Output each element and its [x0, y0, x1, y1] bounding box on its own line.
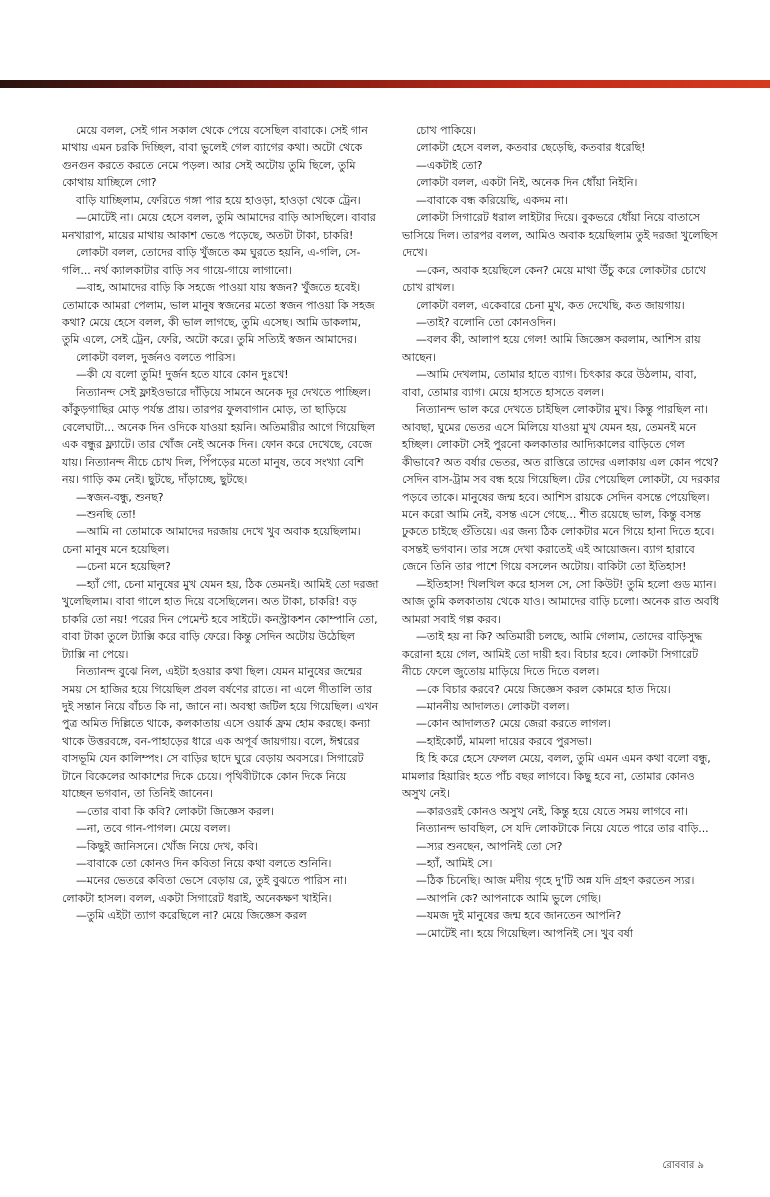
- paragraph: —স্যর শুনছেন, আপনিই তো সে?: [416, 839, 563, 853]
- paragraph: —বাবাকে তো কোনও দিন কবিতা নিয়ে কথা বলতে শুনিনি।: [76, 857, 332, 871]
- paragraph: —কে বিচার করবে? মেয়ে জিজ্ঞেস করল কোমরে হাত দিয়ে।: [416, 682, 671, 696]
- paragraph: লোকটা বলল, দুর্জনও বলতে পারিস।: [76, 350, 236, 364]
- paragraph: —একটাই তো?: [416, 158, 483, 172]
- paragraph: —স্বজন-বন্ধু, শুনছ?: [76, 490, 164, 504]
- paragraph: —আপনি কে? আপনাকে আমি ভুলে গেছি।: [416, 891, 602, 905]
- paragraph: লোকটা বলল, একেবারে চেনা মুখ, কত দেখেছি, কত জায়গায়।: [416, 298, 685, 312]
- paragraph: বাড়ি যাচ্ছিলাম, ফেরিতে গঙ্গা পার হয়ে হাওড়া, হাওড়া থেকে ট্রেন।: [76, 193, 361, 207]
- paragraph: —আমি না তোমাকে আমাদের দরজায় দেখে খুব অবাক হয়েছিলাম। চেনা মানুষ মনে হয়েছিল।: [62, 525, 361, 556]
- paragraph: লোকটা বলল, তোদের বাড়ি খুঁজতে কম ঘুরতে হয়নি, এ-গলি, সে-গলি... নর্থ ক্যালকাটার বাড়ি সব গায়ে-গায়ে লাগানো।: [62, 246, 361, 277]
- paragraph: —হ্যাঁ গো, চেনা মানুষের মুখ যেমন হয়, ঠিক তেমনই। আমিই তো দরজা খুলেছিলাম। বাবা গালে হাত দিয়ে বসেছিলেন। অত টাকা, চাকরি! বড় চাকরি তো নয়! পরের দিন পেমেন্ট হবে সাইটে। কনস্ট্রাকশন কোম্পানি তো, বাবা টাকা তুলে ট্যাক্সি করে বাড়ি ফেরে। কিন্তু সেদিন অটোয় উঠেছিল ট্যাক্সি না পেয়ে।: [62, 577, 379, 661]
- paragraph: —যমজ দুই মানুষের জন্ম হবে জানতেন আপনি?: [416, 909, 622, 923]
- paragraph: —কারওরই কোনও অসুখ নেই, কিন্তু হয়ে যেতে সময় লাগবে না।: [416, 804, 689, 818]
- paragraph: —মাননীয় আদালত। লোকটা বলল।: [416, 699, 570, 713]
- paragraph: চোখ পাকিয়ে।: [416, 124, 477, 137]
- paragraph: নিত্যানন্দ ভাবছিল, সে যদি লোকটাকে নিয়ে যেতে পারে তার বাড়ি...: [416, 822, 709, 836]
- paragraph: —না, তবে গান-পাগল। মেয়ে বলল।: [76, 822, 231, 836]
- text-column-left: [62, 122, 380, 925]
- paragraph: —তোর বাবা কি কবি? লোকটা জিজ্ঞেস করল।: [76, 804, 275, 818]
- paragraph: লোকটা বলল, একটা নিই, অনেক দিন ধোঁয়া নিইনি।: [416, 176, 638, 190]
- paragraph: লোকটা সিগারেট ধরাল লাইটার দিয়ে। বুকভরে ধোঁয়া নিয়ে বাতাসে ভাসিয়ে দিল। তারপর বলল, আমিও অবাক হয়েছিলাম তুই দরজা খুলেছিস দেখে।: [402, 211, 718, 260]
- text-column-right: [402, 122, 720, 942]
- paragraph: —হ্যাঁ, আমিই সে।: [416, 857, 493, 871]
- paragraph: লোকটা হেসে বলল, কতবার ছেড়েছি, কতবার ধরেছি!: [416, 141, 646, 155]
- paragraph: —মোটেই না। হয়ে গিয়েছিল। আপনিই সে। খুব বর্ষা: [416, 926, 633, 940]
- paragraph: —ইতিহাস! খিলখিল করে হাসল সে, সো কিউট! তুমি হলো গুড ম্যান। আজ তুমি কলকাতায় থেকে যাও। আমাদের বাড়ি চলো। অনেক রাত অবধি আমরা সবাই গল্প করব।: [402, 577, 719, 626]
- paragraph: —হাইকোর্ট, মামলা দায়ের করবে পুরসভা।: [416, 734, 592, 748]
- paragraph: —শুনছি তো!: [76, 507, 137, 521]
- paragraph: —কিছুই জানিসনে। খোঁজ নিয়ে দেখ, কবি।: [76, 839, 259, 853]
- paragraph: —কেন, অবাক হয়েছিলে কেন? মেয়ে মাথা উঁচু করে লোকটার চোখে চোখ রাখল।: [402, 263, 706, 295]
- paragraph: —তুমি এইটা ত্যাগ করেছিলে না? মেয়ে জিজ্ঞেস করল: [76, 909, 307, 923]
- paragraph: —তাই হয় না কি? অতিমারী চলছে, আমি গেলাম, তোদের বাড়িসুদ্ধ করোনা হয়ে গেল, আমিই তো দায়ী হব। বিচার হবে। লোকটা সিগারেট নীচে ফেলে জুতোয় মাড়িয়ে দিতে দিতে বলল।: [402, 630, 703, 679]
- paragraph: —মোটেই না। মেয়ে হেসে বলল, তুমি আমাদের বাড়ি আসছিলে। বাবার মনখারাপ, মায়ের মাথায় আকাশ ভেঙে পড়েছে, অতটা টাকা, চাকরি!: [62, 211, 376, 242]
- paragraph: —বাবাকে বন্ধ করিয়েছি, একদম না।: [416, 193, 568, 207]
- paragraph: —আমি দেখলাম, তোমার হাতে ব্যাগ। চিৎকার করে উঠলাম, বাবা, বাবা, তোমার ব্যাগ। মেয়ে হাসতে হাসতে বলল।: [402, 368, 697, 399]
- paragraph: —ঠিক চিনেছি। আজ মদীয় গৃহে দু'টি অন্ন যদি গ্রহণ করতেন স্যর।: [416, 874, 695, 888]
- paragraph: মেয়ে বলল, সেই গান সকাল থেকে পেয়ে বসেছিল বাবাকে। সেই গান মাথায় এমন চরকি দিচ্ছিল, বাবা ভুলেই গেল ব্যাগের কথা। অটো থেকে গুনগুন করতে করতে নেমে পড়ল। আর সেই অটোয় তুমি ছিলে, তুমি কোথায় যাচ্ছিলে গো?: [62, 124, 368, 190]
- paragraph: হি হি করে হেসে ফেলল মেয়ে, বলল, তুমি এমন এমন কথা বলো বন্ধু, মামলার হিয়ারিং হতে পাঁচ বছর লাগবে। কিছু হবে না, তোমার কোনও অসুখ নেই।: [402, 752, 711, 801]
- paragraph: —কী যে বলো তুমি! দুর্জন হতে যাবে কোন দুঃখে!: [76, 368, 289, 382]
- paragraph: —তাই? বলোনি তো কোনওদিন।: [416, 315, 557, 329]
- paragraph: নিত্যানন্দ বুঝে নিল, এইটা হওয়ার কথা ছিল। যেমন মানুষের জন্মের সময় সে হাজির হয়ে গিয়েছিল প্রবল বর্ষণের রাতে। না এলে গীতালি তার দুই সন্তান নিয়ে বাঁচত কি না, জানে না। অবস্থা জটিল হয়ে গিয়েছিল। এখন পুত্র অমিত দিল্লিতে থাকে, কলকাতায় এসে ওয়ার্ক ফ্রম হোম করছে। কন্যা থাকে উত্তরবঙ্গে, বন-পাহাড়ের ধারে এক অপূর্ব জায়গায়। বলে, ঈশ্বরের বাসভূমি যেন কালিম্পং। সে বাড়ির ছাদে ঘুরে বেড়ায় অবসরে। সিগারেট টানে বিকেলের আকাশের দিকে চেয়ে। পৃথিবীটাকে কোন দিকে নিয়ে যাচ্ছেন ভগবান, তা তিনিই জানেন।: [62, 665, 379, 801]
- page-footer-label: রোববার ৯: [662, 1160, 704, 1171]
- paragraph: নিত্যানন্দ সেই ফ্লাইওভারে দাঁড়িয়ে সামনে অনেক দূর দেখতে পাচ্ছিল। কাঁকুড়গাছির মোড় পর্যন্ত প্রায়। তারপর ফুলবাগান মোড়, তা ছাড়িয়ে বেলেঘাটা... অনেক দিন ওদিকে যাওয়া হয়নি। অতিমারীর আগে গিয়েছিল এক বন্ধুর ফ্ল্যাটে। তার খোঁজ নেই অনেক দিন। ফোন করে দেখেছে, বেজে যায়। নিত্যানন্দ নীচে চোখ দিল, পিঁপড়ের মতো মানুষ, তবে সংখ্যা বেশি নয়। গাড়ি কম নেই। ছুটছে, দাঁড়াচ্ছে, ছুটছে।: [62, 385, 375, 487]
- paragraph: —চেনা মনে হয়েছিল?: [76, 560, 171, 574]
- paragraph: —বাহ, আমাদের বাড়ি কি সহজে পাওয়া যায় স্বজন? খুঁজতে হবেই। তোমাকে আমরা পেলাম, ভাল মানুষ স্বজনের মতো স্বজন পাওয়া কি সহজ কথা? মেয়ে হেসে বলল, কী ভাল লাগছে, তুমি এসেছ। আমি ডাকলাম, তুমি এলে, সেই ট্রেন, ফেরি, অটো করে। তুমি সত্যিই স্বজন আমাদের।: [62, 281, 375, 347]
- paragraph: —মনের ভেতরে কবিতা ভেসে বেড়ায় রে, তুই বুঝতে পারিস না। লোকটা হাসল। বলল, একটা সিগারেট ধরাই, অনেকক্ষণ খাইনি।: [62, 874, 348, 905]
- paragraph: —কোন আদালত? মেয়ে জেরা করতে লাগল।: [416, 717, 611, 731]
- paragraph: নিত্যানন্দ ভাল করে দেখতে চাইছিল লোকটার মুখ। কিন্তু পারছিল না। আবছা, ঘুমের ভেতর এসে মিলিয়ে যাওয়া মুখ যেমন হয়, তেমনই মনে হচ্ছিল। লোকটা সেই পুরনো কলকাতার আদ্যিকালের বাড়িতে গেল কীভাবে? অত বর্ষার ভেতর, অত রাত্তিরে তাদের এলাকায় এল কোন পথে? সেদিন বাস-ট্রাম সব বন্ধ হয়ে গিয়েছিল। টের পেয়েছিল লোকটা, যে দরকার পড়বে তাকে। মানুষের জন্ম হবে। আশিস রায়কে সেদিন বসন্তে পেয়েছিল। মনে করো আমি নেই, বসন্ত এসে গেছে... শীত রয়েছে ভাল, কিন্তু বসন্ত ঢুকতে চাইছে গুঁতিয়ে। এর জন্য ঠিক লোকটার মনে গিয়ে হানা দিতে হবে। বসন্তই ভগবান। তার সঙ্গে দেখা করাতেই এই আয়োজন। ব্যাগ হারাবে জেনে তিনি তার পাশে গিয়ে বসলেন অটোয়। বাকিটা তো ইতিহাস!: [402, 403, 720, 574]
- header-color-bar: [0, 80, 770, 88]
- paragraph: —বলব কী, আলাপ হয়ে গেল! আমি জিজ্ঞেস করলাম, আশিস রায় আছেন।: [402, 333, 701, 364]
